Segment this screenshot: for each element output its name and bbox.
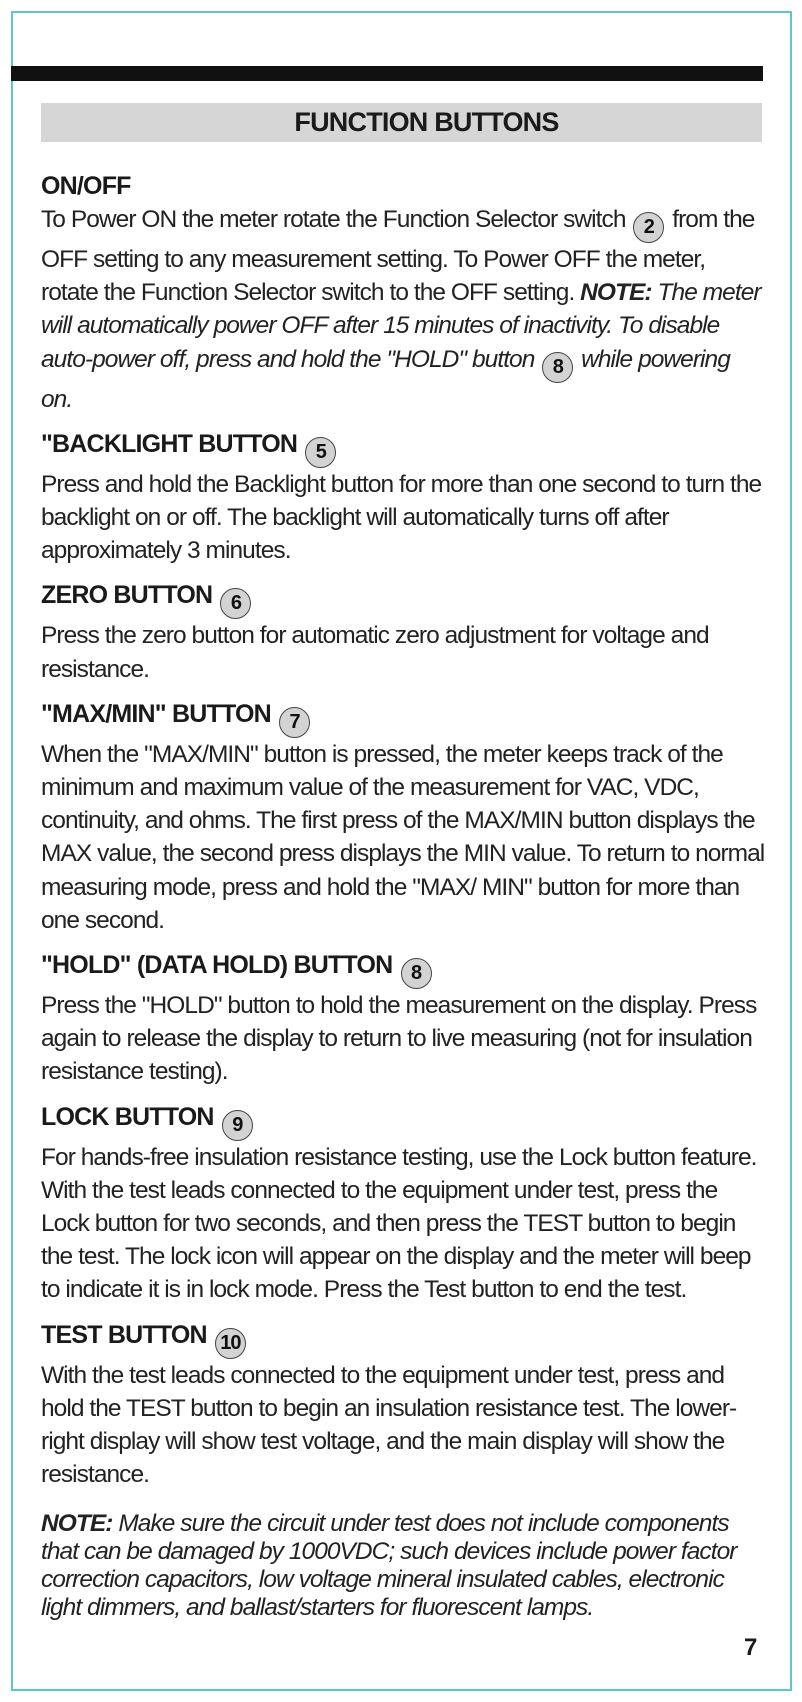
section-title: ON/OFF xyxy=(41,172,131,200)
section-title-row xyxy=(41,1101,765,1141)
note-label: NOTE: xyxy=(41,1510,113,1537)
note-text: while powering on. xyxy=(41,345,730,413)
body-text: from the OFF setting to any measurement setting. To Power OFF the meter, rotate the Function Selector switch to the OFF setting. xyxy=(41,206,755,307)
note-text: The meter will automatically power OFF after 15 minutes of inactivity. To disable auto-power off, press and hold the "HOLD" button xyxy=(41,279,761,373)
section-onoff xyxy=(41,170,765,416)
callout-badge: 6 xyxy=(220,588,251,619)
callout-badge: 2 xyxy=(633,212,664,243)
top-rule xyxy=(11,66,763,81)
callout-badge: 7 xyxy=(279,707,310,738)
callout-badge: 10 xyxy=(215,1328,246,1359)
section-body: For hands-free insulation resistance testing, use the Lock button feature. With the test leads connected to the equipment under test, press the Lock button for two seconds, and then press the TEST button to begin the test. The lock icon will appear on the display and the meter will beep to indicate it is in lock mode. Press the Test button to end the test. xyxy=(41,1143,757,1304)
callout-badge: 9 xyxy=(222,1110,253,1141)
callout-badge: 8 xyxy=(401,958,432,989)
section-test xyxy=(41,1319,765,1492)
section-body: With the test leads connected to the equipment under test, press and hold the TEST button to begin an insulation resistance test. The lower-right display will show test voltage, and the main display will show the resistance. xyxy=(41,1361,737,1489)
section-body: When the "MAX/MIN" button is pressed, the meter keeps track of the minimum and maximum value of the measurement for VAC, VDC, continuity, and ohms. The first press of the MAX/MIN button displays the MAX value, the second press displays the MIN value. To return to normal measuring mode, press and hold the "MAX/ MIN" button for more than one second. xyxy=(41,740,765,934)
section-title-row xyxy=(41,1319,765,1359)
section-body: Press and hold the Backlight button for more than one second to turn the backlight on or off. The backlight will automatically turns off after approximately 3 minutes. xyxy=(41,470,762,565)
section-title: "MAX/MIN" BUTTON xyxy=(41,699,271,728)
section-hold xyxy=(41,949,765,1089)
section-title-row xyxy=(41,698,765,738)
section-title: LOCK BUTTON xyxy=(41,1102,214,1131)
body-text: To Power ON the meter rotate the Function Selector switch xyxy=(41,206,626,233)
section-title: "BACKLIGHT BUTTON xyxy=(41,429,298,458)
section-body: Press the zero button for automatic zero adjustment for voltage and resistance. xyxy=(41,622,709,683)
section-header: FUNCTION BUTTONS xyxy=(41,103,762,142)
section-title: TEST BUTTON xyxy=(41,1320,207,1349)
note-text: Make sure the circuit under test does not include components that can be damaged by 1000VDC; such devices include power factor correction capacitors, low voltage mineral insulated cables, electronic light dimmers, and ballast/starters for fluorescent lamps. xyxy=(41,1510,737,1621)
note-label: NOTE: xyxy=(580,279,652,307)
section-lock xyxy=(41,1101,765,1307)
section-title-row xyxy=(41,428,765,468)
section-title-row xyxy=(41,949,765,989)
section-maxmin xyxy=(41,698,765,937)
callout-badge: 5 xyxy=(305,437,336,468)
footer-note xyxy=(41,1510,741,1622)
section-body xyxy=(41,203,765,416)
page-number: 7 xyxy=(744,1634,758,1661)
section-body: Press the "HOLD" button to hold the measurement on the display. Press again to release the display to return to live measuring (not for insulation resistance testing). xyxy=(41,992,757,1086)
section-title-row xyxy=(41,579,765,619)
section-backlight xyxy=(41,428,765,568)
section-title: ZERO BUTTON xyxy=(41,581,213,610)
section-title: "HOLD" (DATA HOLD) BUTTON xyxy=(41,951,393,980)
content xyxy=(41,170,765,1503)
section-zero xyxy=(41,579,765,685)
callout-badge: 8 xyxy=(542,352,573,383)
